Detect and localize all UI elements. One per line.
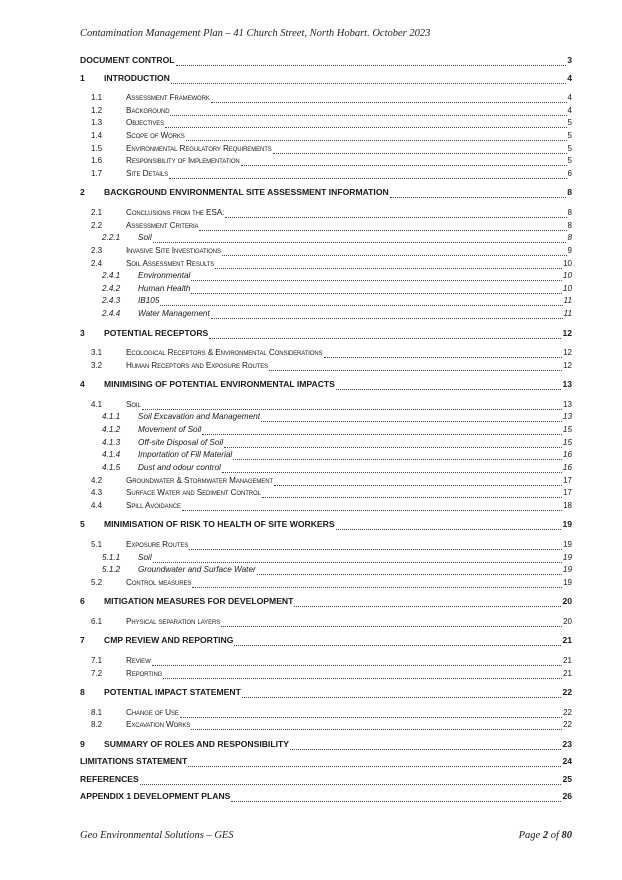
toc-leader-dots: [192, 579, 562, 588]
toc-entry[interactable]: [80, 206, 572, 219]
toc-entry-title: Exposure Routes: [126, 539, 189, 549]
toc-entry-title: REFERENCES: [80, 773, 139, 784]
toc-leader-dots: [221, 618, 562, 627]
toc-leader-dots: [209, 330, 561, 339]
toc-leader-dots: [215, 260, 562, 269]
toc-entry-number: 1: [80, 72, 85, 83]
toc-entry[interactable]: [80, 129, 572, 142]
toc-leader-dots: [153, 554, 562, 563]
toc-entry-page: 19: [563, 577, 572, 587]
toc-entry-page: 21: [563, 668, 572, 678]
toc-entry-page: 6: [567, 168, 572, 178]
toc-entry-page: 13: [562, 412, 572, 422]
footer-page-label: Page: [518, 830, 541, 841]
toc-entry-title: Soil: [138, 233, 152, 243]
toc-entry-number: 3.1: [91, 348, 103, 358]
toc-entry-title: Off-site Disposal of Soil: [138, 437, 224, 447]
toc-leader-dots: [182, 502, 562, 511]
toc-entry[interactable]: [80, 718, 572, 731]
toc-entry-title: DOCUMENT CONTROL: [80, 55, 175, 65]
toc-leader-dots: [222, 247, 567, 256]
toc-entry-number: 5.1.2: [102, 565, 121, 575]
toc-entry-title: Surface Water and Sediment Control: [126, 488, 261, 498]
toc-leader-dots: [241, 157, 567, 166]
toc-entry-title: Importation of Fill Material: [138, 450, 233, 460]
toc-entry-number: 4.1.1: [102, 412, 121, 422]
toc-leader-dots: [225, 209, 566, 218]
toc-entry-number: 1.3: [91, 118, 103, 128]
toc-leader-dots: [261, 413, 562, 422]
toc-entry-number: 2.4.1: [102, 271, 121, 281]
toc-entry-page: 10: [562, 271, 572, 281]
toc-leader-dots: [140, 776, 562, 785]
toc-leader-dots: [231, 793, 561, 802]
toc-entry-number: 2: [80, 187, 85, 198]
toc-entry[interactable]: [80, 104, 572, 117]
toc-entry-number: 6.1: [91, 616, 103, 626]
toc-entry-page: 8: [567, 220, 572, 230]
toc-entry[interactable]: [80, 563, 572, 576]
toc-entry-title: Groundwater and Surface Water: [138, 565, 256, 575]
toc-entry[interactable]: [80, 499, 572, 512]
toc-entry[interactable]: [80, 378, 572, 391]
footer-page-current: 2: [542, 830, 549, 841]
toc-entry-page: 10: [563, 258, 572, 268]
toc-entry[interactable]: [80, 294, 572, 307]
toc-leader-dots: [234, 637, 561, 646]
toc-entry-title: Soil: [126, 399, 141, 409]
toc-entry-page: 9: [567, 245, 572, 255]
toc-entry-title: Review: [126, 655, 151, 665]
toc-entry-title: Invasive Site Investigations: [126, 245, 221, 255]
toc-entry-title: Soil Assessment Results: [126, 258, 215, 268]
toc-entry-number: 2.4.4: [102, 309, 121, 319]
toc-leader-dots: [153, 234, 567, 243]
toc-entry[interactable]: [80, 231, 572, 244]
toc-entry-number: 2.3: [91, 245, 103, 255]
toc-entry-number: 9: [80, 738, 85, 749]
toc-entry-page: 19: [562, 519, 572, 530]
toc-entry-page: 5: [567, 130, 572, 140]
toc-entry-number: 7: [80, 635, 85, 646]
toc-entry-number: 6: [80, 596, 85, 607]
toc-entry-page: 21: [563, 655, 572, 665]
toc-entry[interactable]: [80, 790, 572, 803]
toc-leader-dots: [262, 489, 562, 498]
toc-entry[interactable]: [80, 91, 572, 104]
toc-entry-number: 1.2: [91, 105, 103, 115]
toc-entry-title: Conclusions from the ESA:: [126, 207, 225, 217]
toc-entry-number: 5.1: [91, 539, 103, 549]
toc-leader-dots: [224, 439, 562, 448]
toc-entry[interactable]: [80, 116, 572, 129]
toc-entry-number: 4.1.5: [102, 463, 121, 472]
toc-entry-number: 4.1.4: [102, 450, 121, 460]
toc-entry-title: Responsibility of Implementation: [126, 156, 240, 166]
toc-entry-title: Human Health: [138, 283, 191, 293]
toc-entry[interactable]: [80, 595, 572, 608]
toc-entry-page: 4: [567, 105, 572, 115]
toc-leader-dots: [199, 222, 566, 231]
toc-entry[interactable]: [80, 346, 572, 359]
toc-entry-number: 3: [80, 327, 85, 338]
toc-entry-number: 2.2.1: [102, 233, 121, 243]
toc-entry[interactable]: [80, 667, 572, 680]
toc-entry-title: Objectives: [126, 118, 165, 128]
toc-entry-page: 5: [567, 156, 572, 166]
toc-entry-number: 8: [80, 687, 85, 698]
toc-entry-page: 5: [567, 143, 572, 153]
toc-entry[interactable]: [80, 244, 572, 257]
toc-leader-dots: [269, 362, 562, 371]
toc-entry-page: 18: [563, 500, 572, 510]
toc-entry-page: 13: [562, 379, 572, 390]
toc-entry[interactable]: [80, 327, 572, 340]
toc-entry-title: MINIMISING OF POTENTIAL ENVIRONMENTAL IMPACTS: [104, 379, 335, 390]
toc-leader-dots: [242, 689, 562, 698]
toc-entry-number: 4.1: [91, 399, 103, 409]
toc-entry-page: 4: [567, 72, 572, 83]
toc-entry-page: 15: [562, 437, 572, 447]
toc-entry-title: Ecological Receptors & Environmental Considerations: [126, 348, 323, 358]
toc-entry-page: 11: [563, 296, 572, 306]
toc-entry-page: 22: [563, 707, 572, 717]
toc-entry-title: Environmental: [138, 271, 191, 281]
toc-leader-dots: [152, 657, 562, 666]
toc-leader-dots: [222, 464, 562, 473]
toc-entry-number: 1.4: [91, 130, 103, 140]
toc-entry-page: 22: [562, 687, 572, 698]
toc-entry-page: 5: [567, 118, 572, 128]
toc-entry-page: 26: [562, 791, 572, 802]
toc-entry-number: 4.1.3: [102, 437, 121, 447]
toc-entry-number: 8.2: [91, 720, 103, 730]
toc-entry-title: Scope of Works: [126, 130, 185, 140]
toc-entry-page: 25: [562, 773, 572, 784]
toc-leader-dots: [202, 426, 562, 435]
toc-entry-page: 19: [563, 539, 572, 549]
toc-entry-page: 4: [567, 93, 572, 102]
toc-entry[interactable]: [80, 518, 572, 531]
footer-company: Geo Environmental Solutions – GES: [80, 830, 234, 841]
toc-entry-title: Soil: [138, 552, 152, 562]
toc-entry[interactable]: [80, 359, 572, 372]
toc-entry[interactable]: [80, 307, 572, 320]
toc-leader-dots: [163, 670, 562, 679]
toc-entry-number: 2.2: [91, 220, 103, 230]
toc-leader-dots: [324, 349, 563, 358]
toc-entry[interactable]: [80, 773, 572, 786]
toc-entry[interactable]: [80, 423, 572, 436]
toc-entry[interactable]: [80, 186, 572, 199]
toc-leader-dots: [160, 297, 562, 306]
toc-entry[interactable]: [80, 654, 572, 667]
toc-entry-page: 8: [567, 233, 572, 243]
toc-entry-title: Excavation Works: [126, 720, 191, 730]
toc-entry[interactable]: [80, 54, 572, 67]
toc-entry-title: Spill Avoidance: [126, 500, 181, 510]
toc-entry-title: SUMMARY OF ROLES AND RESPONSIBILITY: [104, 738, 289, 749]
toc-entry[interactable]: [80, 474, 572, 487]
toc-leader-dots: [186, 132, 567, 141]
toc-entry-page: 12: [563, 360, 572, 370]
toc-entry-page: 3: [567, 55, 572, 65]
toc-entry-title: Reporting: [126, 668, 163, 678]
toc-entry[interactable]: [80, 154, 572, 167]
toc-entry-page: 8: [567, 187, 572, 198]
toc-leader-dots: [294, 598, 561, 607]
toc-entry-number: 4.3: [91, 488, 103, 498]
toc-entry-page: 23: [562, 738, 572, 749]
toc-leader-dots: [257, 566, 562, 575]
toc-leader-dots: [170, 107, 566, 116]
toc-entry[interactable]: [80, 576, 572, 589]
toc-entry-number: 4.2: [91, 475, 103, 485]
footer-page-of: of: [550, 830, 559, 841]
toc-leader-dots: [390, 189, 567, 198]
toc-entry-page: 15: [562, 425, 572, 435]
toc-entry-page: 17: [563, 475, 572, 485]
toc-entry-page: 24: [562, 756, 572, 767]
toc-entry-title: MINIMISATION OF RISK TO HEALTH OF SITE WORKERS: [104, 519, 335, 530]
toc-leader-dots: [165, 119, 567, 128]
toc-entry-title: IB105: [138, 296, 160, 306]
toc-entry-page: 17: [563, 488, 572, 498]
toc-leader-dots: [211, 94, 567, 103]
toc-entry-title: POTENTIAL RECEPTORS: [104, 327, 209, 338]
toc-entry-page: 13: [563, 399, 572, 409]
toc-entry-number: 4: [80, 379, 85, 390]
toc-entry[interactable]: [80, 282, 572, 295]
toc-entry-page: 12: [563, 348, 572, 358]
toc-entry-page: 22: [563, 720, 572, 730]
toc-entry-number: 1.7: [91, 168, 103, 178]
toc-entry-page: 19: [562, 552, 572, 562]
toc-entry-title: Dust and odour control: [138, 463, 221, 472]
toc-entry-number: 4.4: [91, 500, 103, 510]
toc-entry-number: 7.1: [91, 655, 103, 665]
toc-entry-title: CMP REVIEW AND REPORTING: [104, 635, 234, 646]
toc-entry-number: 3.2: [91, 360, 103, 370]
toc-entry[interactable]: [80, 167, 572, 180]
toc-entry-title: LIMITATIONS STATEMENT: [80, 756, 188, 767]
toc-leader-dots: [273, 145, 567, 154]
toc-entry-title: Assessment Framework: [126, 93, 210, 102]
toc-entry-number: 1.6: [91, 156, 103, 166]
toc-entry[interactable]: [80, 486, 572, 499]
toc-entry-title: Human Receptors and Exposure Routes: [126, 360, 269, 370]
toc-entry-page: 11: [563, 309, 572, 319]
toc-entry-number: 8.1: [91, 707, 103, 717]
toc-entry-title: Movement of Soil: [138, 425, 202, 435]
toc-entry-number: 2.4: [91, 258, 103, 268]
toc-entry-title: INTRODUCTION: [104, 72, 170, 83]
toc-entry-page: 12: [562, 327, 572, 338]
toc-entry-page: 10: [562, 283, 572, 293]
toc-entry-title: Groundwater & Stormwater Management: [126, 475, 273, 485]
footer-page-number: [519, 830, 572, 841]
toc-entry[interactable]: [80, 706, 572, 719]
toc-leader-dots: [191, 272, 562, 281]
toc-entry-title: APPENDIX 1 DEVELOPMENT PLANS: [80, 791, 231, 802]
toc-leader-dots: [336, 521, 562, 530]
toc-entry-number: 5: [80, 519, 85, 530]
toc-entry[interactable]: [80, 551, 572, 564]
toc-leader-dots: [176, 57, 567, 66]
toc-entry-title: Site Details: [126, 168, 169, 178]
toc-entry[interactable]: [80, 219, 572, 232]
toc-entry[interactable]: [80, 461, 572, 474]
page-header: Contamination Management Plan – 41 Church Street, North Hobart. October 2023: [80, 28, 431, 39]
toc-entry[interactable]: [80, 755, 572, 768]
toc-entry-number: 2.1: [91, 207, 103, 217]
toc-entry-title: Change of Use: [126, 707, 179, 717]
toc-leader-dots: [142, 401, 562, 410]
toc-entry-page: 19: [562, 565, 572, 575]
toc-entry-title: BACKGROUND ENVIRONMENTAL SITE ASSESSMENT INFORMATION: [104, 187, 389, 198]
toc-entry-number: 4.1.2: [102, 425, 121, 435]
toc-entry-number: 2.4.3: [102, 296, 121, 306]
toc-entry[interactable]: [80, 448, 572, 461]
toc-leader-dots: [191, 721, 562, 730]
toc-leader-dots: [180, 709, 562, 718]
toc-entry[interactable]: [80, 257, 572, 270]
toc-entry[interactable]: [80, 410, 572, 423]
toc-entry-title: Assessment Criteria: [126, 220, 199, 230]
toc-leader-dots: [188, 758, 561, 767]
toc-entry-page: 20: [562, 596, 572, 607]
toc-entry[interactable]: [80, 538, 572, 551]
toc-entry-title: MITIGATION MEASURES FOR DEVELOPMENT: [104, 596, 294, 607]
toc-entry[interactable]: [80, 398, 572, 411]
footer-page-total: 80: [561, 830, 572, 841]
toc-entry-title: Physical separation layers: [126, 616, 221, 626]
toc-entry[interactable]: [80, 72, 572, 85]
toc-entry[interactable]: [80, 738, 572, 751]
toc-leader-dots: [191, 285, 562, 294]
toc-entry-title: POTENTIAL IMPACT STATEMENT: [104, 687, 241, 698]
toc-entry-number: 5.2: [91, 577, 103, 587]
toc-entry-title: Environmental Regulatory Requirements: [126, 143, 272, 153]
toc-entry-number: 7.2: [91, 668, 103, 678]
toc-entry-title: Background: [126, 105, 170, 115]
toc-leader-dots: [211, 310, 563, 319]
toc-entry[interactable]: [80, 436, 572, 449]
toc-leader-dots: [169, 170, 567, 179]
toc-leader-dots: [233, 451, 562, 460]
toc-entry-number: 2.4.2: [102, 283, 121, 293]
toc-entry-page: 16: [562, 463, 572, 472]
toc-leader-dots: [290, 741, 562, 750]
toc-entry-number: 1.5: [91, 143, 103, 153]
toc-leader-dots: [171, 75, 566, 84]
toc-entry[interactable]: [80, 686, 572, 699]
toc-leader-dots: [274, 477, 562, 486]
toc-entry-page: 8: [567, 207, 572, 217]
toc-entry[interactable]: [80, 269, 572, 282]
toc-entry-title: Water Management: [138, 309, 210, 319]
toc-entry-page: 21: [562, 635, 572, 646]
toc-entry-page: 20: [563, 616, 572, 626]
toc-entry-title: Control measures: [126, 577, 192, 587]
toc-leader-dots: [189, 541, 562, 550]
toc-entry[interactable]: [80, 615, 572, 628]
toc-entry[interactable]: [80, 142, 572, 155]
toc-entry-page: 16: [562, 450, 572, 460]
toc-entry-title: Soil Excavation and Management: [138, 412, 260, 422]
toc-entry[interactable]: [80, 634, 572, 647]
toc-leader-dots: [336, 381, 562, 390]
toc-entry-number: 5.1.1: [102, 552, 121, 562]
toc-entry-number: 1.1: [91, 93, 103, 102]
